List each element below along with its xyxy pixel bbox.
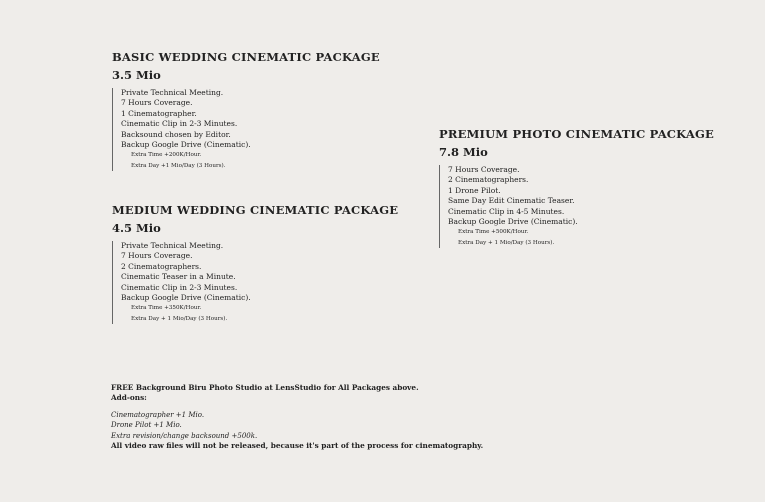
footer-notes [111,383,483,451]
extra-item: Extra Day + 1 Mio/Day (3 Hours). [131,315,228,322]
package-premium [439,127,714,248]
package-basic [112,50,380,171]
extra-item: Extra Day +1 Mio/Day (3 Hours). [131,162,226,169]
feature-item: Cinematic Clip in 2-3 Minutes. [121,119,238,129]
feature-item: Cinematic Clip in 2-3 Minutes. [121,282,238,292]
feature-item: 1 Cinematographer. [121,108,197,118]
feature-item: Backsound chosen by Editor. [121,129,231,139]
feature-item: Cinematic Clip in 4-5 Minutes. [448,206,565,216]
package-title: BASIC WEDDING CINEMATIC PACKAGE [112,50,380,64]
package-features [112,241,398,324]
feature-item: 2 Cinematographers. [121,261,202,271]
package-price: 4.5 Mio [112,221,161,235]
addon-item: Cinematographer +1 Mio. [111,411,205,419]
package-title: PREMIUM PHOTO CINEMATIC PACKAGE [439,127,715,141]
feature-item: Private Technical Meeting. [121,88,224,97]
package-title: MEDIUM WEDDING CINEMATIC PACKAGE [112,203,399,217]
free-note: FREE Background Biru Photo Studio at LensStudio for All Packages above. [111,383,419,392]
feature-item: Cinematic Teaser in a Minute. [121,272,236,282]
feature-item: 7 Hours Coverage. [121,98,193,108]
package-medium [112,203,398,324]
feature-item: Same Day Edit Cinematic Teaser. [448,196,575,206]
feature-item: 7 Hours Coverage. [121,251,193,261]
extra-item: Extra Time +200K/Hour. [131,152,202,159]
addons-label: Add-ons: [111,393,147,402]
package-price: 7.8 Mio [439,145,488,159]
package-features [112,88,380,171]
feature-item: Backup Google Drive (Cinematic). [448,217,578,227]
feature-item: Backup Google Drive (Cinematic). [121,140,251,150]
feature-item: Backup Google Drive (Cinematic). [121,293,251,303]
feature-item: 2 Cinematographers. [448,175,529,185]
raw-files-note: All video raw files will not be released, because it's part of the process for cinematography. [111,441,484,451]
addon-item: Drone Pilot +1 Mio. [111,421,182,430]
addon-item: Extra revision/change backsound +500k. [111,431,258,440]
feature-item: Private Technical Meeting. [121,241,224,250]
package-features [439,165,714,248]
package-price: 3.5 Mio [112,68,161,82]
extra-item: Extra Time +500K/Hour. [458,229,529,236]
extra-item: Extra Time +350K/Hour. [131,305,202,312]
feature-item: 1 Drone Pilot. [448,185,501,195]
extra-item: Extra Day + 1 Mio/Day (3 Hours). [458,239,555,246]
feature-item: 7 Hours Coverage. [448,165,520,174]
